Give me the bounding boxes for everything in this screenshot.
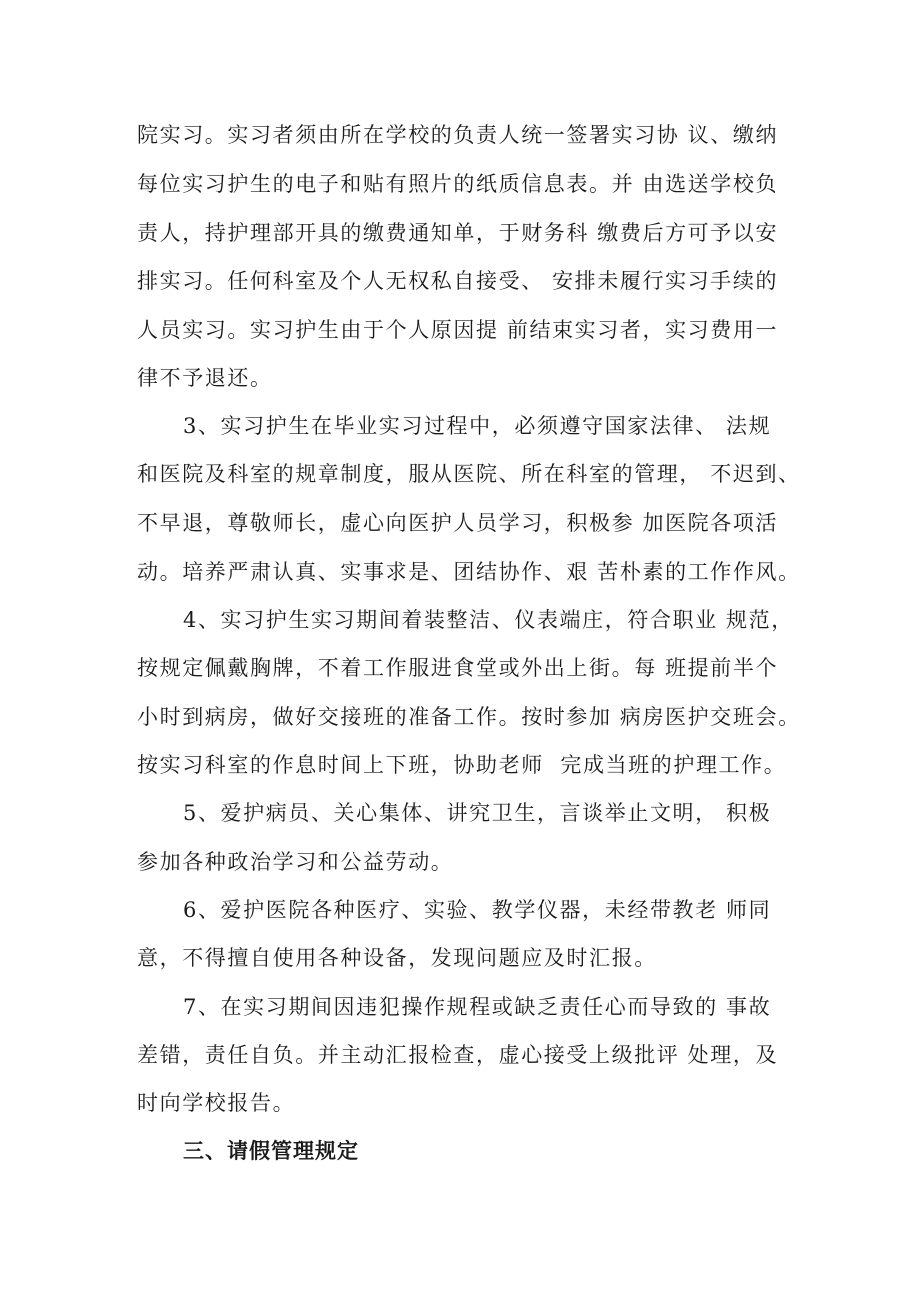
text-line: 按规定佩戴胸牌，不着工作服进食堂或外出上街。每 班提前半个 [137, 656, 779, 680]
text-line: 责人，持护理部开具的缴费通知单，于财务科 缴费后方可予以安 [137, 221, 779, 245]
text-line: 和医院及科室的规章制度，服从医院、所在科室的管理， 不迟到、 [137, 462, 801, 486]
text-line: 院实习。实习者须由所在学校的负责人统一签署实习协 议、缴纳 [137, 123, 779, 147]
text-line: 小时到病房，做好交接班的准备工作。按时参加 病房医护交班会。 [137, 705, 801, 729]
text-line: 按实习科室的作息时间上下班，协助老师 完成当班的护理工作。 [137, 753, 787, 777]
text-line: 每位实习护生的电子和贴有照片的纸质信息表。并 由选送学校负 [137, 172, 779, 196]
text-line: 人员实习。实习护生由于个人原因提 前结束实习者，实习费用一 [137, 318, 779, 342]
text-line: 参加各种政治学习和公益劳动。 [137, 850, 454, 874]
text-line: 3、实习护生在毕业实习过程中，必须遵守国家法律、 法规 [183, 414, 772, 438]
text-line: 5、爱护病员、关心集体、讲究卫生，言谈举止文明， 积极 [183, 801, 772, 825]
text-line: 意，不得擅自使用各种设备，发现问题应及时汇报。 [137, 946, 657, 970]
text-line: 6、爱护医院各种医疗、实验、教学仪器，未经带教老 师同 [183, 898, 772, 922]
text-line: 时向学校报告。 [137, 1091, 296, 1115]
text-line: 差错，责任自负。并主动汇报检查，虚心接受上级批评 处理，及 [137, 1043, 779, 1067]
text-line: 排实习。任何科室及个人无权私自接受、 安排未履行实习手续的 [137, 269, 779, 293]
text-line: 律不予退还。 [137, 366, 273, 390]
text-line: 不早退，尊敬师长，虚心向医护人员学习，积极参 加医院各项活 [137, 511, 779, 535]
text-line: 动。培养严肃认真、实事求是、团结协作、艰 苦朴素的工作作风。 [137, 560, 801, 584]
text-line: 7、在实习期间因违犯操作规程或缺乏责任心而导致的 事故 [183, 995, 772, 1019]
section-heading: 三、请假管理规定 [183, 1139, 359, 1163]
text-line: 4、实习护生实习期间着装整洁、仪表端庄，符合职业 规范， [183, 608, 794, 632]
